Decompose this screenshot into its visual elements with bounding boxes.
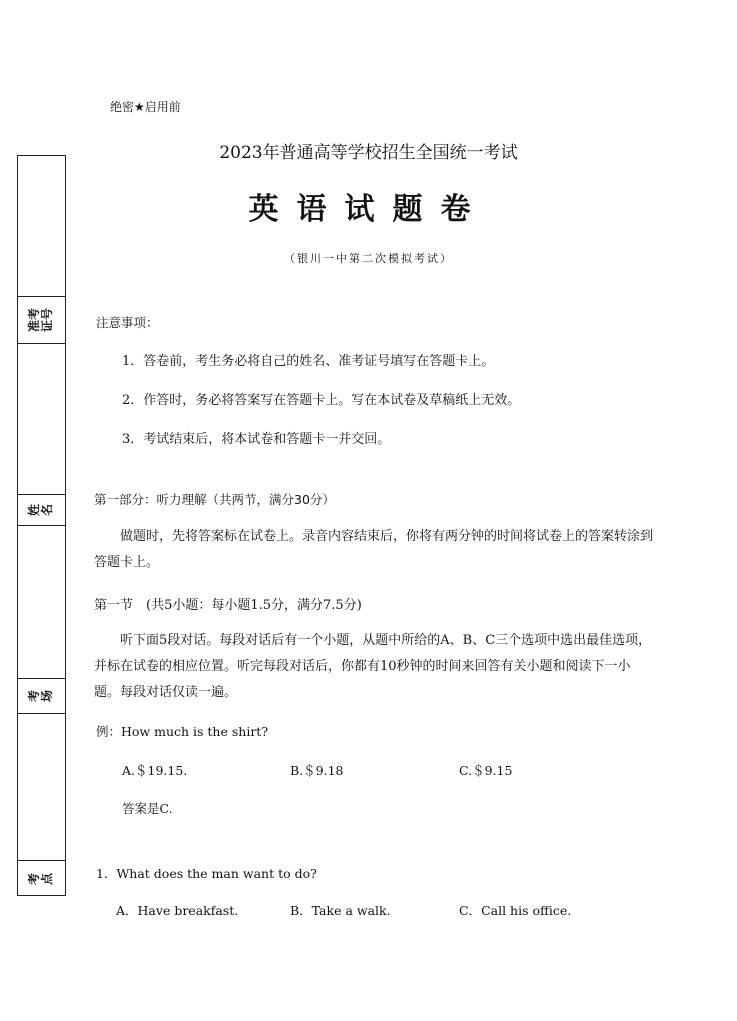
question-1-stem: 1．What does the man want to do? — [96, 866, 317, 881]
question-1-option-a: A．Have breakfast. — [116, 903, 239, 918]
example-option-c: C.＄9.15 — [459, 763, 513, 778]
strip-label-text: 考 场 — [27, 689, 55, 703]
notice-heading: 注意事项： — [96, 315, 159, 330]
section1-heading: 第一节 (共5小题：每小题1.5分，满分7.5分) — [94, 598, 362, 613]
secret-label: 绝密★启用前 — [110, 100, 181, 114]
part1-heading: 第一部分：听力理解（共两节，满分30分） — [94, 492, 335, 507]
paper-subtitle: （银川一中第二次模拟考试） — [284, 252, 453, 265]
binding-strip — [17, 155, 66, 896]
example-option-a: A.＄19.15. — [122, 763, 188, 778]
example-question: 例：How much is the shirt? — [96, 724, 269, 739]
example-option-b: B.＄9.18 — [290, 763, 344, 778]
question-1-option-b: B．Take a walk. — [290, 903, 391, 918]
notice-item: 1．答卷前，考生务必将自己的姓名、准考证号填写在答题卡上。 — [122, 354, 495, 369]
strip-label-exam-site — [18, 860, 65, 897]
question-1-option-c: C．Call his office. — [459, 903, 572, 918]
notice-item: 2．作答时，务必将答案写在答题卡上。写在本试卷及草稿纸上无效。 — [122, 393, 521, 408]
example-answer: 答案是C. — [122, 801, 173, 816]
strip-label-text: 准考 证号 — [27, 307, 55, 333]
exam-title: 2023年普通高等学校招生全国统一考试 — [219, 143, 518, 163]
strip-label-exam-room — [18, 678, 65, 714]
paper-title: 英语试题卷 — [248, 192, 489, 227]
part1-intro: 做题时，先将答案标在试卷上。录音内容结束后，你将有两分钟的时间将试卷上的答案转涂到答题卡上。 — [94, 529, 654, 570]
strip-label-name — [18, 494, 65, 526]
strip-label-exam-number — [18, 296, 65, 344]
strip-label-text: 姓 名 — [27, 503, 55, 517]
section1-intro: 听下面5段对话。每段对话后有一个小题，从题中所给的A、B、C三个选项中选出最佳选项，并标在试卷的相应位置。听完每段对话后，你都有10秒钟的时间来回答有关小题和阅读下一小题。每段对话仅读一遍。 — [94, 633, 652, 700]
notice-item: 3．考试结束后，将本试卷和答题卡一并交回。 — [122, 432, 391, 447]
strip-label-text: 考 点 — [27, 872, 55, 886]
